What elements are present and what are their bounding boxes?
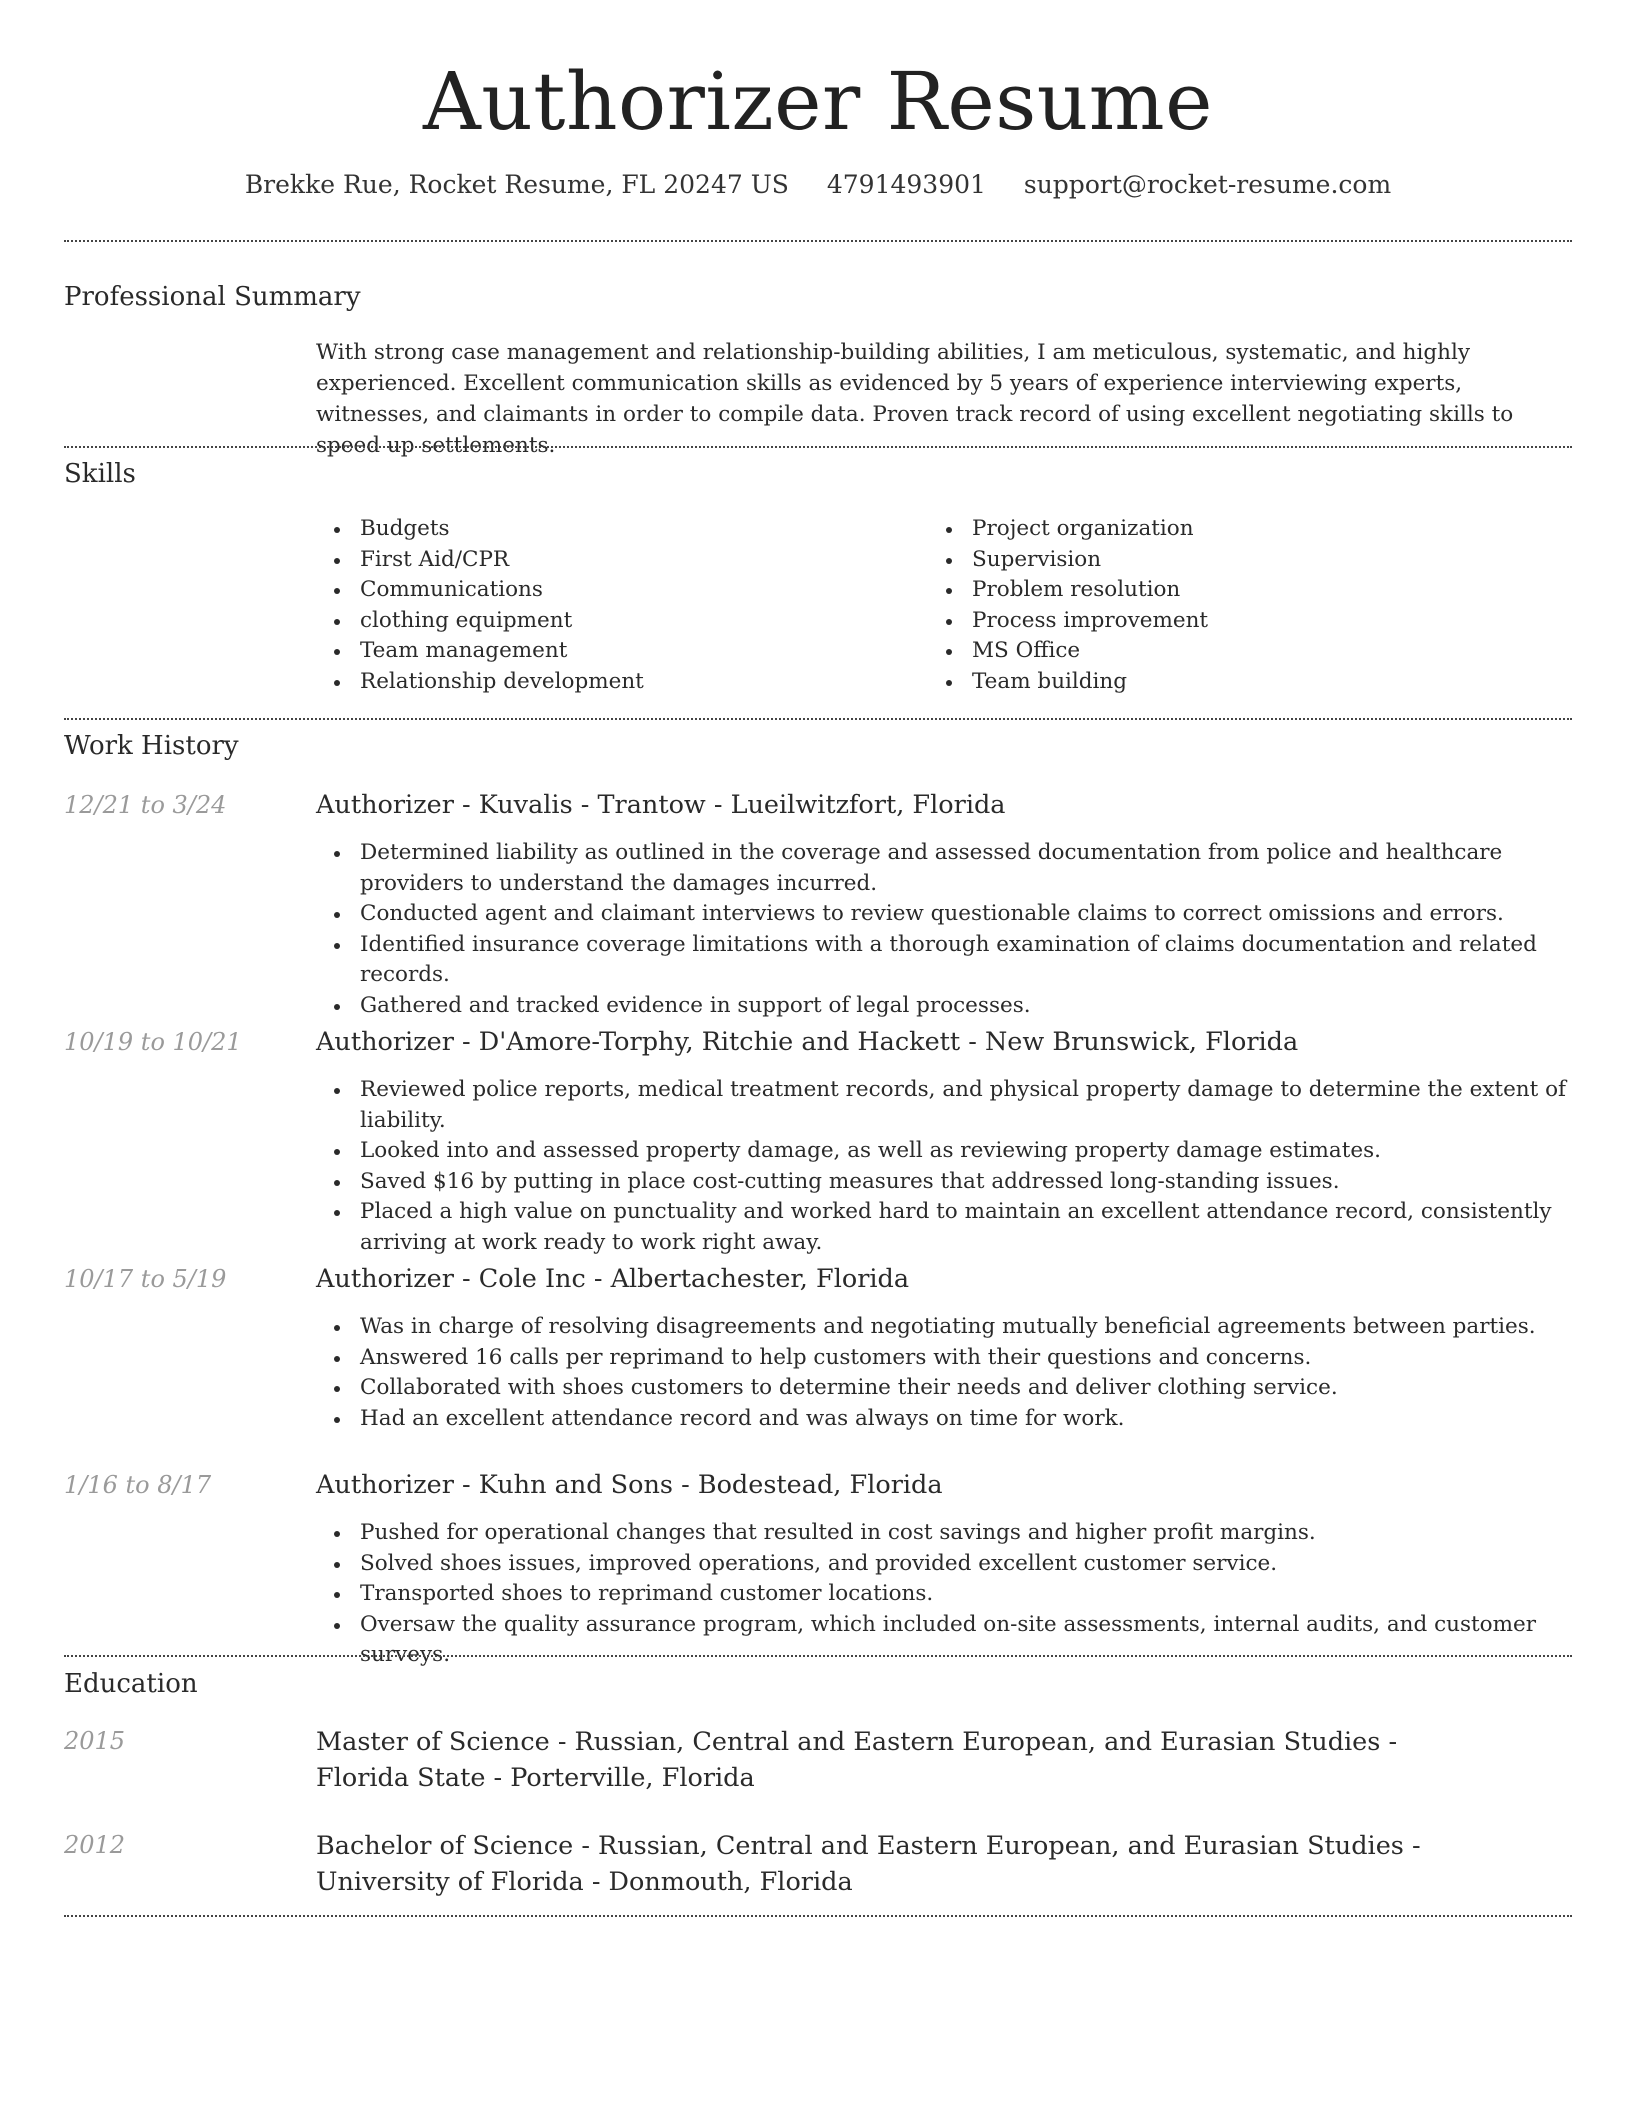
skill-item: Problem resolution <box>972 575 1208 606</box>
divider <box>64 240 1572 242</box>
job-title: Authorizer - Kuvalis - Trantow - Lueilwitzfort, Florida <box>316 790 1006 820</box>
job-bullet: Had an excellent attendance record and was always on time for work. <box>360 1404 1570 1435</box>
job-bullet: Oversaw the quality assurance program, which included on-site assessments, internal audits, and customer surveys. <box>360 1610 1570 1671</box>
job-bullet: Gathered and tracked evidence in support of legal processes. <box>360 991 1570 1022</box>
section-heading-summary: Professional Summary <box>64 282 361 312</box>
job-dates: 12/21 to 3/24 <box>64 791 227 819</box>
divider <box>64 1915 1572 1917</box>
skill-item: Project organization <box>972 514 1208 545</box>
section-heading-skills: Skills <box>64 459 136 489</box>
education-year: 2015 <box>64 1727 126 1755</box>
skill-item: Budgets <box>360 514 644 545</box>
contact-line <box>64 168 1572 202</box>
job-title: Authorizer - Kuhn and Sons - Bodestead, Florida <box>316 1470 943 1500</box>
skill-item: Team management <box>360 636 644 667</box>
job-bullet: Pushed for operational changes that resulted in cost savings and higher profit margins. <box>360 1518 1570 1549</box>
job-title: Authorizer - Cole Inc - Albertachester, Florida <box>316 1264 910 1294</box>
skill-item: Team building <box>972 667 1208 698</box>
skill-item: First Aid/CPR <box>360 545 644 576</box>
skill-item: Relationship development <box>360 667 644 698</box>
job-bullet: Conducted agent and claimant interviews to review questionable claims to correct omissions and errors. <box>360 899 1570 930</box>
divider <box>64 1655 1572 1657</box>
job-bullet: Determined liability as outlined in the coverage and assessed documentation from police and healthcare providers to understand the damages incurred. <box>360 838 1570 899</box>
job-title: Authorizer - D'Amore-Torphy, Ritchie and Hackett - New Brunswick, Florida <box>316 1027 1299 1057</box>
skill-item: clothing equipment <box>360 606 644 637</box>
job-bullet: Looked into and assessed property damage, as well as reviewing property damage estimates. <box>360 1136 1570 1167</box>
contact-email[interactable]: support@rocket-resume.com <box>1023 170 1392 199</box>
job-bullet: Solved shoes issues, improved operations, and provided excellent customer service. <box>360 1549 1570 1580</box>
job-dates: 1/16 to 8/17 <box>64 1471 212 1499</box>
resume-page <box>64 0 1572 1897</box>
skills-list-left <box>316 514 644 697</box>
job-bullet: Answered 16 calls per reprimand to help customers with their questions and concerns. <box>360 1343 1570 1374</box>
job-bullet: Collaborated with shoes customers to determine their needs and deliver clothing service. <box>360 1373 1570 1404</box>
skill-item: MS Office <box>972 636 1208 667</box>
job-bullets <box>316 1312 1570 1434</box>
section-heading-education: Education <box>64 1669 198 1699</box>
job-dates: 10/17 to 5/19 <box>64 1265 227 1293</box>
skill-item: Communications <box>360 575 644 606</box>
job-dates: 10/19 to 10/21 <box>64 1028 242 1056</box>
job-bullet: Was in charge of resolving disagreements and negotiating mutually beneficial agreements between parties. <box>360 1312 1570 1343</box>
skill-item: Supervision <box>972 545 1208 576</box>
divider <box>64 446 1572 448</box>
section-heading-work: Work History <box>64 731 239 761</box>
education-year: 2012 <box>64 1831 126 1859</box>
divider <box>64 718 1572 720</box>
education-title: Master of Science - Russian, Central and Eastern European, and Eurasian Studies - Florida State - Porterville, Florida <box>316 1727 1398 1793</box>
job-bullets <box>316 838 1570 1021</box>
job-bullets <box>316 1075 1570 1258</box>
job-bullet: Transported shoes to reprimand customer locations. <box>360 1579 1570 1610</box>
contact-phone[interactable]: 4791493901 <box>826 170 986 199</box>
job-bullet: Saved $16 by putting in place cost-cutting measures that addressed long-standing issues. <box>360 1167 1570 1198</box>
education-title: Bachelor of Science - Russian, Central and Eastern European, and Eurasian Studies - University of Florida - Donmouth, Florida <box>316 1831 1421 1897</box>
job-bullet: Identified insurance coverage limitations with a thorough examination of claims documentation and related records. <box>360 930 1570 991</box>
contact-address: Brekke Rue, Rocket Resume, FL 20247 US <box>244 170 789 199</box>
job-bullet: Reviewed police reports, medical treatment records, and physical property damage to determine the extent of liability. <box>360 1075 1570 1136</box>
summary-text: With strong case management and relationship-building abilities, I am meticulous, systematic, and highly experienced. Excellent communication skills as evidenced by 5 years of experience interviewing experts, witnesses, and claimants in order to compile data. Proven track record of using excellent negotiating skills to speed up settlements. <box>316 340 1514 458</box>
job-bullets <box>316 1518 1570 1671</box>
resume-title: Authorizer Resume <box>423 55 1213 148</box>
job-bullet: Placed a high value on punctuality and worked hard to maintain an excellent attendance record, consistently arriving at work ready to work right away. <box>360 1197 1570 1258</box>
skill-item: Process improvement <box>972 606 1208 637</box>
skills-list-right <box>928 514 1208 697</box>
